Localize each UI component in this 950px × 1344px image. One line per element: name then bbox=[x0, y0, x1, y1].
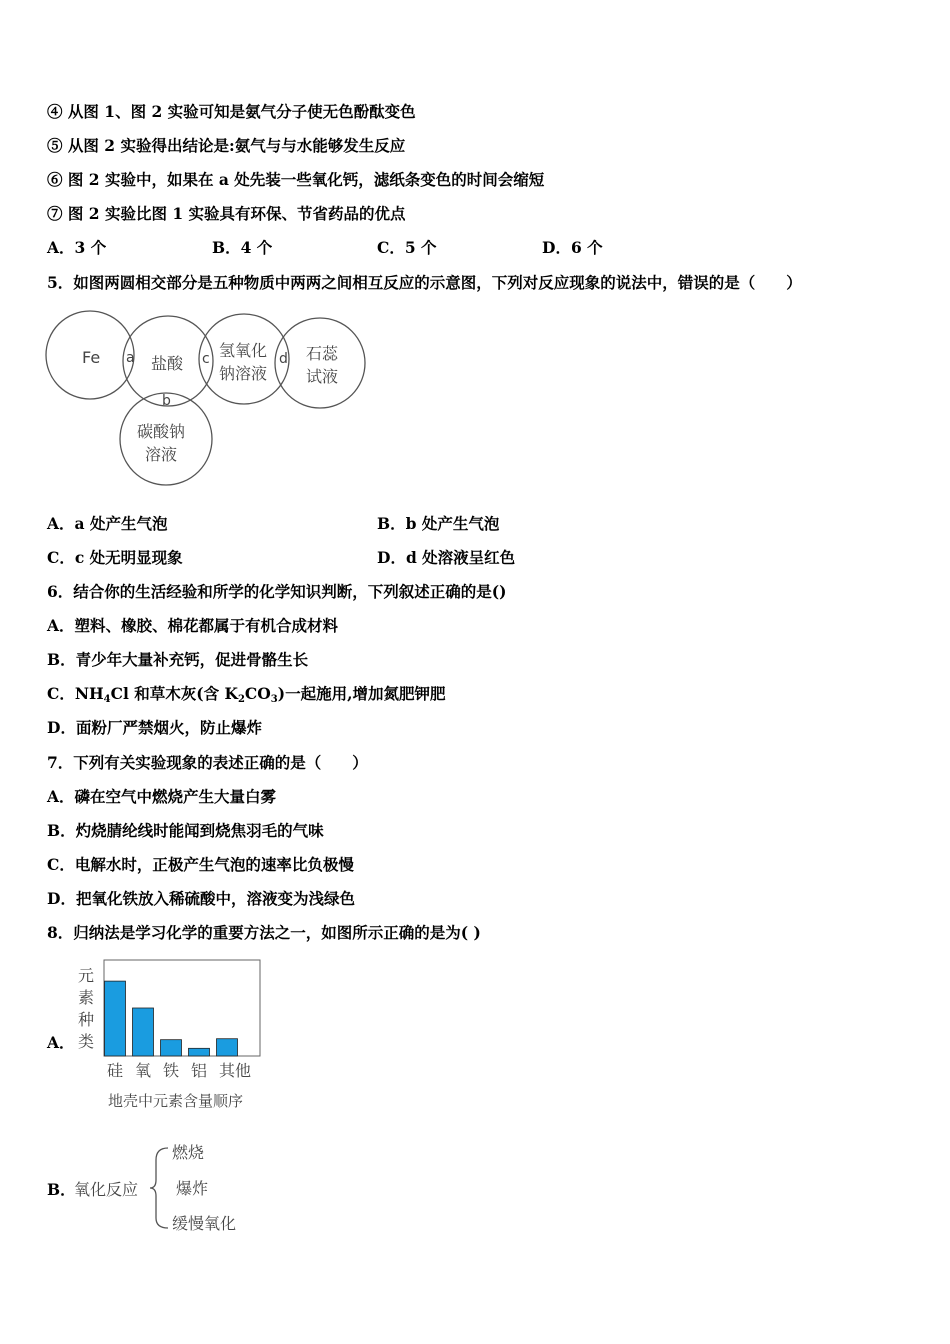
x-tick-label-3: 铝 bbox=[191, 1061, 208, 1080]
statement-7: ⑦ 图 2 实验比图 1 实验具有环保、节省药品的优点 bbox=[47, 204, 406, 223]
oxidation-tree-diagram bbox=[72, 1138, 252, 1238]
q6-option-b: B．青少年大量补充钙，促进骨骼生长 bbox=[47, 650, 309, 669]
q5-stem: 5．如图两圆相交部分是五种物质中两两之间相互反应的示意图，下列对反应现象的说法中，错误的是（ ） bbox=[47, 273, 802, 292]
ylabel-char-1: 素 bbox=[78, 988, 95, 1007]
q7-option-c: C．电解水时，正极产生气泡的速率比负极慢 bbox=[47, 855, 354, 874]
q5-circle-diagram bbox=[44, 306, 374, 488]
q7-option-a: A．磷在空气中燃烧产生大量白雾 bbox=[47, 787, 277, 806]
q8-option-b-label: B． bbox=[47, 1180, 76, 1199]
statement-6: ⑥ 图 2 实验中，如果在 a 处先装一些氧化钙，滤纸条变色的时间会缩短 bbox=[47, 170, 545, 189]
q4-option-c: C．5 个 bbox=[377, 238, 437, 257]
ylabel-char-3: 类 bbox=[78, 1032, 95, 1051]
label-d: d bbox=[279, 351, 288, 367]
q4-option-b: B．4 个 bbox=[212, 238, 273, 257]
label-naoh-1: 氢氧化 bbox=[219, 341, 268, 360]
label-hcl: 盐酸 bbox=[151, 354, 184, 373]
label-c: c bbox=[202, 351, 210, 367]
label-b: b bbox=[162, 393, 171, 409]
x-tick-label-1: 氧 bbox=[135, 1061, 152, 1080]
q7-option-b: B．灼烧腈纶线时能闻到烧焦羽毛的气味 bbox=[47, 821, 324, 840]
label-na2co3-2: 溶液 bbox=[145, 445, 178, 464]
q8-stem: 8．归纳法是学习化学的重要方法之一，如图所示正确的是为( ) bbox=[47, 923, 481, 942]
q6-option-c: C．$NH_4Cl$ 和草木灰(含 $K_2CO_3$)一起施用,增加氮肥钾肥 bbox=[47, 684, 446, 705]
q6-option-d: D．面粉厂严禁烟火，防止爆炸 bbox=[47, 718, 262, 737]
ylabel-char-0: 元 bbox=[78, 966, 95, 985]
bar-3 bbox=[189, 1048, 210, 1056]
tree-item-slow-oxidation: 缓慢氧化 bbox=[172, 1214, 237, 1233]
label-litmus-2: 试液 bbox=[306, 367, 339, 386]
q8-bar-chart bbox=[70, 955, 280, 1115]
tree-root: 氧化反应 bbox=[74, 1180, 139, 1199]
q4-option-d: D．6 个 bbox=[542, 238, 603, 257]
bar-1 bbox=[133, 1008, 154, 1056]
q5-option-a: A．a 处产生气泡 bbox=[47, 514, 168, 533]
bar-2 bbox=[161, 1040, 182, 1056]
tree-item-burning: 燃烧 bbox=[172, 1143, 205, 1162]
label-na2co3-1: 碳酸钠 bbox=[137, 422, 186, 441]
chart-title: 地壳中元素含量顺序 bbox=[108, 1092, 244, 1110]
label-litmus-1: 石蕊 bbox=[306, 344, 339, 363]
q7-stem: 7．下列有关实验现象的表述正确的是（ ） bbox=[47, 753, 368, 772]
label-naoh-2: 钠溶液 bbox=[219, 364, 268, 383]
x-tick-label-0: 硅 bbox=[107, 1061, 124, 1080]
bar-0 bbox=[105, 981, 126, 1056]
statement-5: ⑤ 从图 2 实验得出结论是:氨气与与水能够发生反应 bbox=[47, 136, 406, 155]
q8-option-a-label: A． bbox=[47, 1033, 75, 1052]
q5-option-d: D．d 处溶液呈红色 bbox=[377, 548, 516, 567]
ylabel-char-2: 种 bbox=[78, 1010, 95, 1029]
statement-4: ④ 从图 1、图 2 实验可知是氨气分子使无色酚酞变色 bbox=[47, 102, 416, 121]
q6-stem: 6．结合你的生活经验和所学的化学知识判断，下列叙述正确的是() bbox=[47, 582, 507, 601]
tree-brace bbox=[150, 1148, 168, 1228]
q6-option-a: A．塑料、橡胶、棉花都属于有机合成材料 bbox=[47, 616, 339, 635]
q5-option-b: B．b 处产生气泡 bbox=[377, 514, 500, 533]
label-a: a bbox=[126, 350, 135, 366]
bar-4 bbox=[217, 1039, 238, 1056]
label-fe: Fe bbox=[82, 348, 101, 367]
q7-option-d: D．把氧化铁放入稀硫酸中，溶液变为浅绿色 bbox=[47, 889, 355, 908]
q5-option-c: C．c 处无明显现象 bbox=[47, 548, 183, 567]
x-tick-label-4: 其他 bbox=[219, 1061, 252, 1080]
q4-option-a: A．3 个 bbox=[47, 238, 107, 257]
x-tick-label-2: 铁 bbox=[163, 1061, 180, 1080]
chart-ylabel bbox=[78, 966, 94, 1051]
tree-item-explosion: 爆炸 bbox=[176, 1179, 209, 1198]
